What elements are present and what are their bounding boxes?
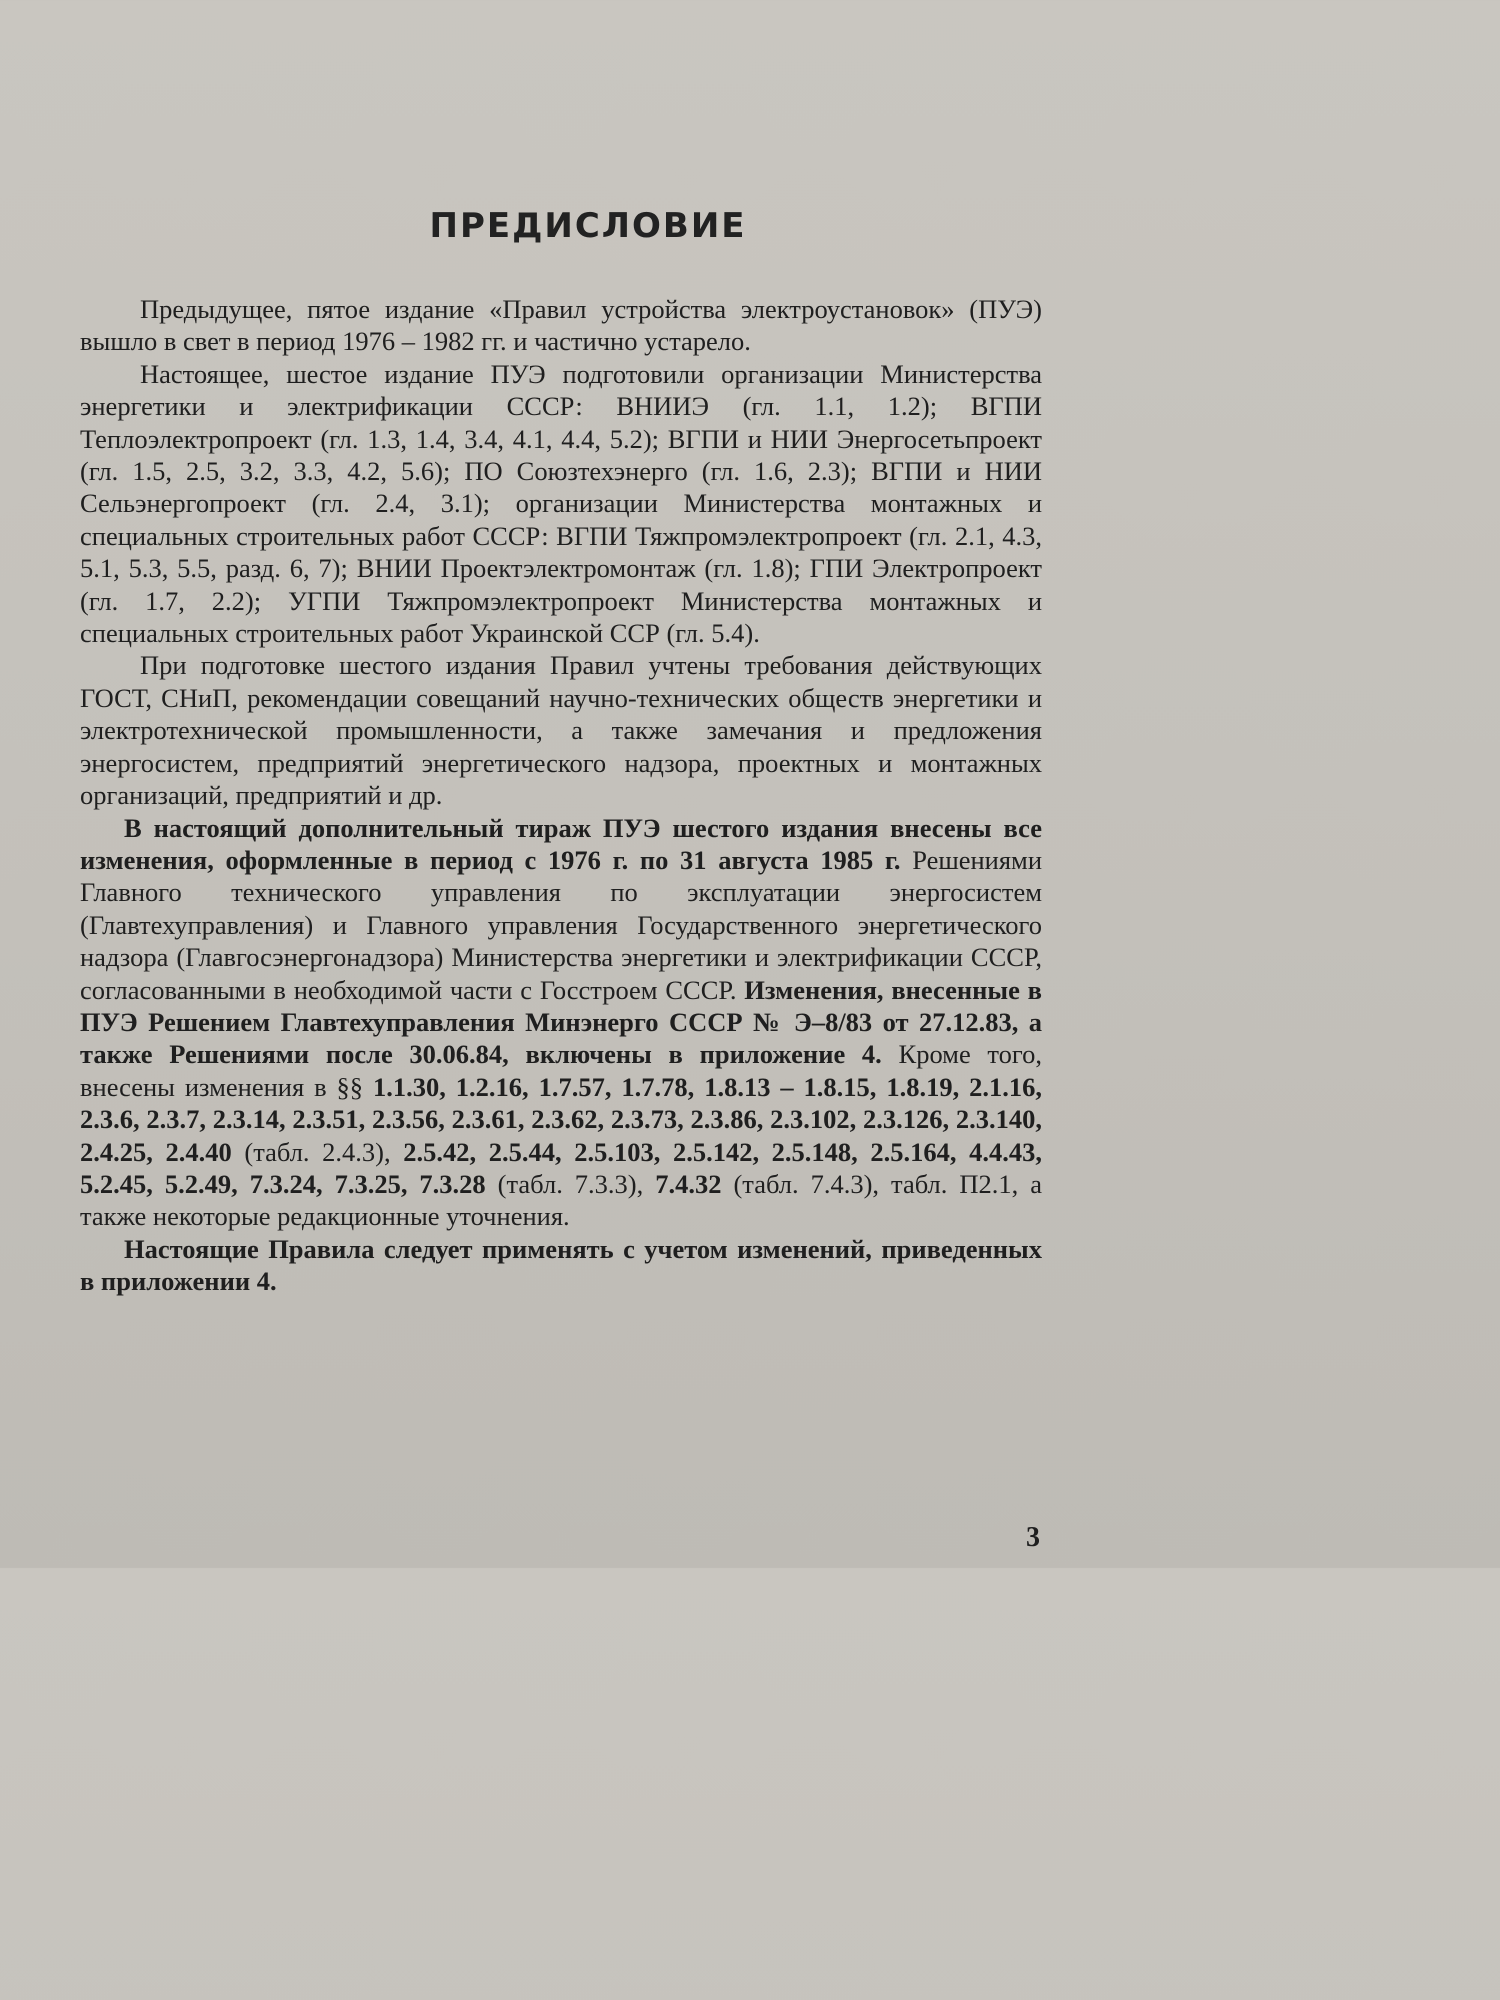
paragraph-organizations: Настоящее, шестое издание ПУЭ подготовили организации Министерства энергетики и электрификации СССР: ВНИИЭ (гл. 1.1, 1.2); ВГПИ Теплоэлектропроект (гл. 1.3, 1.4, 3.4, 4.1, 4.4, 5.2); ВГПИ и НИИ Энергосетьпроект (гл. 1.5, 2.5, 3.2, 3.3, 4.2, 5.6); ПО Союзтехэнерго (гл. 1.6, 2.3); ВГПИ и НИИ Сельэнергопроект (гл. 2.4, 3.1); организации Министерства монтажных и специальных строительных работ СССР: ВГПИ Тяжпромэлектропроект (гл. 2.1, 4.3, 5.1, 5.3, 5.5, разд. 6, 7); ВНИИ Проектэлектромонтаж (гл. 1.8); ГПИ Электропроект (гл. 1.7, 2.2); УГПИ Тяжпромэлектропроект Министерства монтажных и специальных строительных работ Украинской ССР (гл. 5.4). <box>80 358 1042 649</box>
changes-bold-decision: Изменения, внесенные в ПУЭ Решением Главтехуправления Минэнерго СССР № Э–8/83 от 27.12.83, а также Решениями после 30.06.84, включены в приложение 4. <box>80 974 1042 1070</box>
page-number: 3 <box>1026 1522 1040 1553</box>
paragraph-apply-rules: Настоящие Правила следует применять с учетом изменений, приведенных в приложении 4. <box>80 1233 1042 1297</box>
changes-table-2: (табл. 7.3.3), <box>497 1168 644 1199</box>
page-title: ПРЕДИСЛОВИЕ <box>429 206 747 246</box>
paragraph-requirements: При подготовке шестого издания Правил учтены требования действующих ГОСТ, СНиП, рекомендации совещаний научно-технических обществ энергетики и электротехнической промышленности, а также замечания и предложения энергосистем, предприятий энергетического надзора, проектных и монтажных организаций, предприятий и др. <box>80 650 1042 811</box>
paragraph-changes <box>80 812 1042 1233</box>
changes-sections-3: 7.4.32 <box>655 1168 722 1199</box>
changes-table-1: (табл. 2.4.3), <box>244 1136 391 1167</box>
changes-table-3: (табл. 7.4.3), табл. П2.1, а также некоторые редакционные уточнения. <box>80 1168 1042 1232</box>
changes-bold-intro: В настоящий дополнительный тираж ПУЭ шестого издания внесены все изменения, оформленные в период с 1976 г. по 31 августа 1985 г. <box>80 812 1042 875</box>
changes-additionally: Кроме того, внесены изменения в §§ <box>80 1039 1042 1102</box>
paragraph-previous-edition: Предыдущее, пятое издание «Правил устройства электроустановок» (ПУЭ) вышло в свет в период 1976 – 1982 гг. и частично устарело. <box>80 294 1042 357</box>
changes-decisions: Решениями Главного технического управления по эксплуатации энергосистем (Главтехуправления) и Главного управления Государственного энергетического надзора (Главгосэнергонадзора) Министерства энергетики и электрификации СССР, согласованными в необходимой части с Госстроем СССР. <box>80 844 1043 1005</box>
changes-sections-2: 2.5.42, 2.5.44, 2.5.103, 2.5.142, 2.5.148, 2.5.164, 4.4.43, 5.2.45, 5.2.49, 7.3.24, 7.3.25, 7.3.28 <box>80 1136 1043 1199</box>
preface-body <box>80 293 1042 1298</box>
changes-sections-1: 1.1.30, 1.2.16, 1.7.57, 1.7.78, 1.8.13 – 1.8.15, 1.8.19, 2.1.16, 2.3.6, 2.3.7, 2.3.14, 2.3.51, 2.3.56, 2.3.61, 2.3.62, 2.3.73, 2.3.86, 2.3.102, 2.3.126, 2.3.140, 2.4.25, 2.4.40 <box>80 1071 1043 1167</box>
